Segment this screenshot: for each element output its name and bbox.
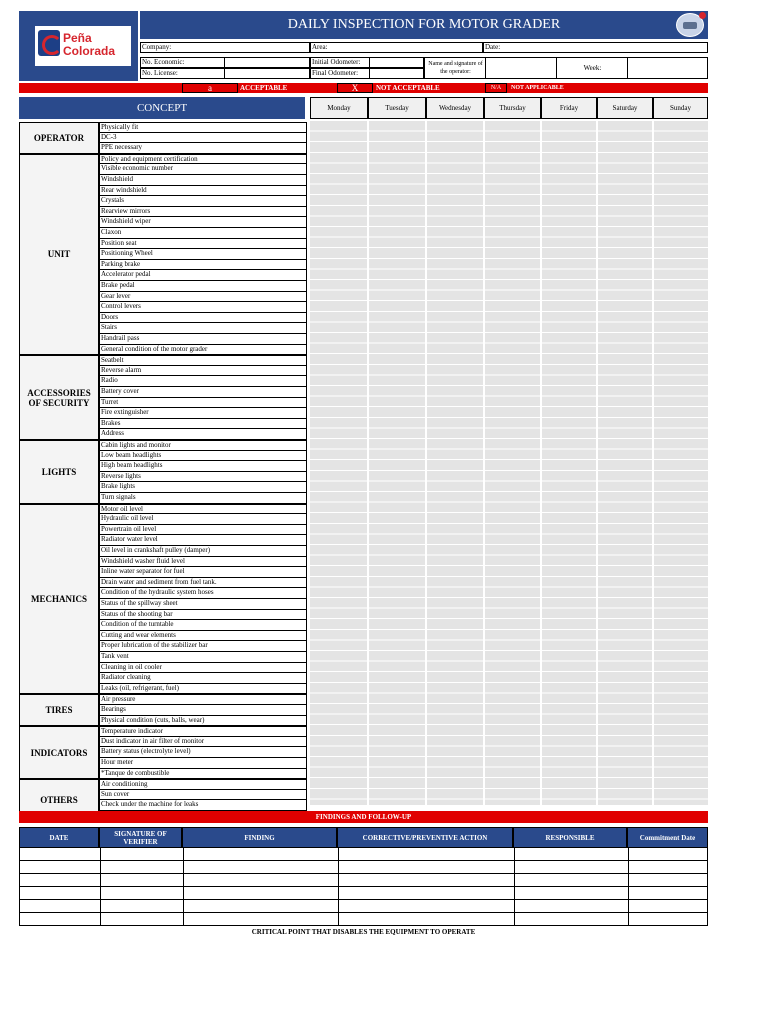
checklist-item: Temperature indicator — [99, 726, 307, 737]
findings-col-divider — [338, 887, 339, 899]
findings-col-divider — [183, 913, 184, 925]
initial-odometer-label: Initial Odometer: — [312, 58, 361, 66]
findings-col-divider — [338, 874, 339, 886]
company-logo — [19, 11, 138, 81]
findings-col-verifier: SIGNATURE OF VERIFIER — [99, 827, 182, 848]
critical-point-note: CRITICAL POINT THAT DISABLES THE EQUIPMENT TO OPERATE — [251, 928, 476, 936]
checklist-item: Windshield — [99, 175, 307, 186]
checklist-item: Windshield washer fluid level — [99, 557, 307, 568]
checklist-item: *Tanque de combustible — [99, 769, 307, 780]
checklist-item: Radiator cleaning — [99, 673, 307, 684]
checklist-item: Fire extinguisher — [99, 408, 307, 419]
findings-col-divider — [100, 887, 101, 899]
day-header-friday: Friday — [541, 97, 597, 119]
grid-divider — [425, 121, 427, 805]
findings-col-divider — [100, 874, 101, 886]
final-odometer-label-cell — [310, 68, 370, 79]
checklist-item: Cutting and wear elements — [99, 631, 307, 642]
findings-col-divider — [514, 887, 515, 899]
page-title-text: DAILY INSPECTION FOR MOTOR GRADER — [287, 17, 561, 32]
day-header-wednesday: Wednesday — [426, 97, 484, 119]
logo-mark-icon — [38, 30, 60, 56]
checklist-item: High beam headlights — [99, 461, 307, 472]
checklist-item: Rear windshield — [99, 186, 307, 197]
findings-row[interactable] — [19, 861, 708, 874]
no-license-label: No. License: — [142, 69, 178, 77]
area-label: Area: — [312, 43, 328, 51]
grid-divider — [367, 121, 369, 805]
section-label: LIGHTS — [19, 440, 99, 504]
alert-dot-icon — [699, 12, 706, 19]
divider — [139, 42, 140, 53]
checklist-item: Physical condition (cuts, balls, wear) — [99, 716, 307, 727]
final-odometer-input[interactable] — [369, 68, 424, 79]
findings-row[interactable] — [19, 848, 708, 861]
company-label: Company: — [142, 43, 172, 51]
no-economic-input[interactable] — [224, 57, 310, 68]
checklist-item: Policy and equipment certification — [99, 154, 307, 165]
findings-col-divider — [100, 913, 101, 925]
acceptable-label: ACCEPTABLE — [240, 84, 288, 92]
findings-col-finding: FINDING — [182, 827, 337, 848]
findings-col-commitment: Commitment Date — [627, 827, 708, 848]
findings-col-date: DATE — [19, 827, 99, 848]
checklist-item: Sun cover — [99, 790, 307, 801]
page-title — [140, 11, 708, 39]
findings-col-divider — [183, 861, 184, 873]
company-field[interactable] — [140, 42, 310, 53]
checklist-item: Stairs — [99, 323, 307, 334]
not-acceptable-symbol: X — [337, 83, 373, 93]
day-header-sunday: Sunday — [653, 97, 708, 119]
acceptable-symbol: a — [182, 83, 238, 93]
checklist-item: Battery cover — [99, 387, 307, 398]
checklist-item: PPE necessary — [99, 143, 307, 154]
checklist-item: Battery status (electrolyte level) — [99, 747, 307, 758]
no-economic-label-cell — [140, 57, 225, 68]
checklist-item: Reverse lights — [99, 472, 307, 483]
findings-col-divider — [338, 913, 339, 925]
checklist-item: Positioning Wheel — [99, 249, 307, 260]
checklist-item: Position seat — [99, 239, 307, 250]
checklist-item: Status of the shooting bar — [99, 610, 307, 621]
checklist-item: Crystals — [99, 196, 307, 207]
findings-col-divider — [628, 861, 629, 873]
day-header-monday: Monday — [310, 97, 368, 119]
checklist-item: Visible economic number — [99, 164, 307, 175]
checklist-item: Control levers — [99, 302, 307, 313]
findings-col-divider — [514, 900, 515, 912]
checklist-item: Rearview mirrors — [99, 207, 307, 218]
not-acceptable-label: NOT ACCEPTABLE — [376, 84, 440, 92]
no-license-label-cell — [140, 68, 225, 79]
checklist-item: Condition of the hydraulic system hoses — [99, 588, 307, 599]
checklist-item: Cabin lights and monitor — [99, 440, 307, 451]
findings-col-divider — [100, 848, 101, 860]
findings-col-divider — [628, 887, 629, 899]
section-label: OPERATOR — [19, 122, 99, 154]
findings-col-divider — [183, 887, 184, 899]
checklist-item: Gear lever — [99, 292, 307, 303]
checklist-item: Radiator water level — [99, 535, 307, 546]
checklist-item: Condition of the turntable — [99, 620, 307, 631]
findings-col-divider — [338, 900, 339, 912]
date-field[interactable] — [483, 42, 708, 53]
checklist-item: Accelerator pedal — [99, 270, 307, 281]
section-label: OTHERS — [19, 779, 99, 821]
findings-col-divider — [338, 848, 339, 860]
findings-col-divider — [514, 874, 515, 886]
checklist-item: Drain water and sediment from fuel tank. — [99, 578, 307, 589]
operator-signature-label: Name and signature of the operator: — [428, 61, 483, 75]
week-input[interactable] — [627, 57, 708, 79]
findings-col-responsible: RESPONSIBLE — [513, 827, 627, 848]
operator-signature-label-cell — [424, 57, 486, 79]
day-header-saturday: Saturday — [597, 97, 653, 119]
initial-odometer-input[interactable] — [369, 57, 424, 68]
findings-col-divider — [338, 861, 339, 873]
no-economic-label: No. Economic: — [142, 58, 185, 66]
checklist-item: Hydraulic oil level — [99, 514, 307, 525]
checklist-item: Air conditioning — [99, 779, 307, 790]
findings-col-action: CORRECTIVE/PREVENTIVE ACTION — [337, 827, 513, 848]
section-label: MECHANICS — [19, 504, 99, 695]
checklist-item: Brake pedal — [99, 281, 307, 292]
checklist-item: Motor oil level — [99, 504, 307, 515]
checklist-item: Handrail pass — [99, 334, 307, 345]
checklist-item: Brake lights — [99, 482, 307, 493]
checklist-item: Brakes — [99, 419, 307, 430]
date-label: Date: — [485, 43, 501, 51]
checklist-item: Parking brake — [99, 260, 307, 271]
findings-col-divider — [628, 900, 629, 912]
findings-title: FINDINGS AND FOLLOW-UP — [19, 811, 708, 823]
checklist-item: DC-3 — [99, 133, 307, 144]
checklist-item: General condition of the motor grader — [99, 345, 307, 356]
grid-divider — [652, 121, 654, 805]
checklist-item: Powertrain oil level — [99, 525, 307, 536]
section-label: ACCESSORIES OF SECURITY — [19, 355, 99, 440]
final-odometer-label: Final Odometer: — [312, 69, 359, 77]
grid-divider — [596, 121, 598, 805]
checklist-item: Physically fit — [99, 122, 307, 133]
findings-col-divider — [183, 874, 184, 886]
findings-col-divider — [514, 848, 515, 860]
findings-col-divider — [100, 861, 101, 873]
checklist-item: Address — [99, 429, 307, 440]
concept-header: CONCEPT — [19, 97, 305, 119]
findings-col-divider — [628, 848, 629, 860]
section-label: UNIT — [19, 154, 99, 355]
area-field[interactable] — [310, 42, 483, 53]
findings-col-divider — [514, 861, 515, 873]
checklist-item: Status of the spillway sheet — [99, 599, 307, 610]
checklist-item: Low beam headlights — [99, 451, 307, 462]
checklist-item: Windshield wiper — [99, 217, 307, 228]
checklist-item: Leaks (oil, refrigerant, fuel) — [99, 684, 307, 695]
findings-col-divider — [183, 900, 184, 912]
logo-text-line2: Colorada — [63, 44, 116, 58]
checklist-item: Reverse alarm — [99, 366, 307, 377]
checklist-item: Dust indicator in air filter of monitor — [99, 737, 307, 748]
checklist-item: Doors — [99, 313, 307, 324]
findings-row[interactable] — [19, 887, 708, 900]
checklist-item: Check under the machine for leaks — [99, 800, 307, 811]
section-label: INDICATORS — [19, 726, 99, 779]
findings-col-divider — [628, 913, 629, 925]
findings-col-divider — [514, 913, 515, 925]
logo-panel — [35, 26, 131, 66]
checklist-item: Radio — [99, 376, 307, 387]
checklist-item: Air pressure — [99, 694, 307, 705]
na-label: NOT APPLICABLE — [511, 85, 564, 91]
logo-text-line1: Peña — [63, 31, 92, 45]
findings-row[interactable] — [19, 900, 708, 913]
findings-row[interactable] — [19, 874, 708, 887]
checklist-item: Proper lubrication of the stabilizer bar — [99, 641, 307, 652]
checklist-item: Turn signals — [99, 493, 307, 504]
na-symbol: N/A — [485, 83, 507, 93]
checklist-item: Turret — [99, 398, 307, 409]
findings-col-divider — [183, 848, 184, 860]
week-label: Week: — [583, 64, 602, 72]
initial-odometer-label-cell — [310, 57, 370, 68]
checklist-item: Tank vent — [99, 652, 307, 663]
section-label: TIRES — [19, 694, 99, 726]
checklist-item: Hour meter — [99, 758, 307, 769]
week-label-cell — [556, 57, 628, 79]
findings-col-divider — [100, 900, 101, 912]
checklist-item: Inline water separator for fuel — [99, 567, 307, 578]
no-license-input[interactable] — [224, 68, 310, 79]
day-header-tuesday: Tuesday — [368, 97, 426, 119]
grid-divider — [540, 121, 542, 805]
findings-row[interactable] — [19, 913, 708, 926]
checklist-item: Claxon — [99, 228, 307, 239]
grid-divider — [483, 121, 485, 805]
checklist-item: Seatbelt — [99, 355, 307, 366]
checklist-item: Cleaning in oil cooler — [99, 663, 307, 674]
findings-col-divider — [628, 874, 629, 886]
inspection-grid[interactable] — [310, 121, 708, 805]
checklist-item: Bearings — [99, 705, 307, 716]
operator-signature-input[interactable] — [485, 57, 557, 79]
day-header-thursday: Thursday — [484, 97, 541, 119]
checklist-item: Oil level in crankshaft pulley (damper) — [99, 546, 307, 557]
